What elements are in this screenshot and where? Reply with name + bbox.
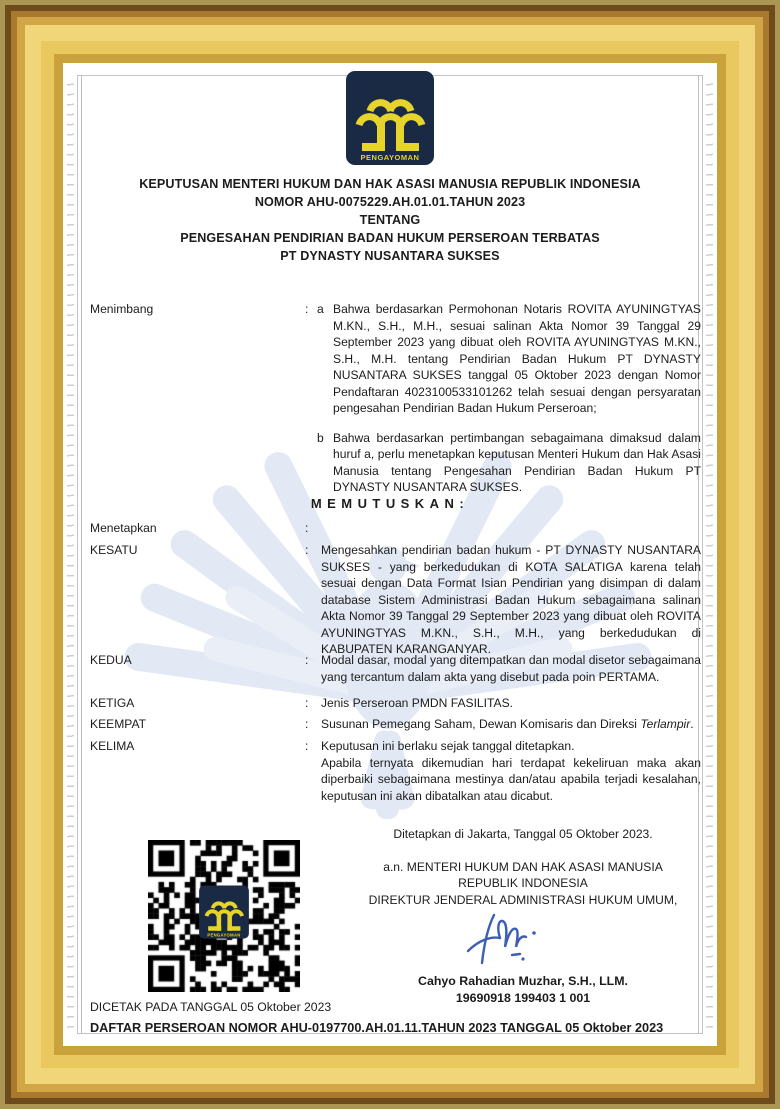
signer-nip: 19690918 199403 1 001 — [455, 991, 591, 1005]
decision-text: Mengesahkan pendirian badan hukum - PT DYNASTY NUSANTARA SUKSES - yang berkedudukan di KOTA SALATIGA karena telah sesuai dengan Data Format Isian Pendirian yang disimpan di dalam database Sistem Administrasi Badan Hukum sebagaimana salinan Akta Nomor 39 Tanggal 29 September 2023 yang dibuat oleh ROVITA AYUNINGTYAS M.KN., S.H., M.H., yang berkedudukan di KABUPATEN KARANGANYAR. — [321, 543, 701, 656]
decision-text — [321, 716, 701, 733]
decision-kesatu — [90, 542, 701, 658]
on-behalf-line-2: REPUBLIK INDONESIA — [458, 876, 588, 890]
title-line-2: NOMOR AHU-0075229.AH.01.01.TAHUN 2023 — [254, 195, 526, 209]
decision-label: KETIGA — [90, 696, 135, 710]
decision-label: KESATU — [90, 543, 138, 557]
colon: : — [305, 543, 309, 557]
colon: : — [305, 521, 309, 535]
menimbang-label: Menimbang — [90, 302, 154, 316]
decision-label: KEEMPAT — [90, 717, 146, 731]
title-line-5: PT DYNASTY NUSANTARA SUKSES — [280, 249, 500, 263]
closing-block — [348, 826, 698, 1007]
keempat-italic: Terlampir — [640, 717, 691, 731]
kelima-line-1: Keputusan ini berlaku sejak tanggal ditetapkan. — [321, 739, 575, 753]
keempat-text: Susunan Pemegang Saham, Dewan Komisaris dan Direksi — [321, 717, 641, 731]
colon: : — [305, 696, 309, 710]
signer-name: Cahyo Rahadian Muzhar, S.H., LLM. — [418, 974, 628, 988]
decision-kedua — [90, 652, 701, 685]
colon: : — [305, 302, 309, 316]
memutuskan-heading: MEMUTUSKAN: — [310, 496, 470, 511]
menetapkan-row — [90, 520, 701, 537]
menimbang-section — [90, 301, 701, 496]
item-marker-b: b — [317, 430, 324, 445]
colon: : — [305, 739, 309, 753]
document-title — [63, 175, 717, 265]
menimbang-item-b: Bahwa berdasarkan pertimbangan sebagaimana dimaksud dalam huruf a, perlu menetapkan keputusan Menteri Hukum dan Hak Asasi Manusia tentang Pengesahan Pendirian Badan Hukum PT DYNASTY NUSANTARA SUKSES. — [333, 430, 701, 494]
logo-caption: PENGAYOMAN — [207, 932, 241, 938]
item-marker-a: a — [317, 302, 324, 316]
title-line-3: TENTANG — [359, 213, 421, 227]
menetapkan-label: Menetapkan — [90, 521, 157, 535]
decision-text: Modal dasar, modal yang ditempatkan dan modal disetor sebagaimana yang tercantum dalam akta yang disebut pada poin PERTAMA. — [321, 653, 701, 684]
colon: : — [305, 653, 309, 667]
document-page — [63, 63, 717, 1046]
title-line-1: KEPUTUSAN MENTERI HUKUM DAN HAK ASASI MANUSIA REPUBLIK INDONESIA — [139, 177, 641, 191]
printed-date-line: DICETAK PADA TANGGAL 05 Oktober 2023 — [90, 1000, 332, 1014]
qr-code — [148, 840, 300, 992]
colon: : — [305, 717, 309, 731]
on-behalf-line-3: DIREKTUR JENDERAL ADMINISTRASI HUKUM UMUM, — [368, 892, 678, 907]
decision-ketiga — [90, 695, 701, 712]
ministry-logo — [346, 71, 434, 186]
decision-label: KELIMA — [90, 739, 135, 753]
logo-caption: PENGAYOMAN — [360, 153, 420, 162]
decision-text: Jenis Perseroan PMDN FASILITAS. — [321, 696, 513, 710]
place-date: Ditetapkan di Jakarta, Tanggal 05 Oktober 2023. — [393, 827, 653, 841]
decision-kelima — [90, 738, 701, 804]
keempat-period: . — [690, 717, 694, 731]
registry-number-line: DAFTAR PERSEROAN NOMOR AHU-0197700.AH.01.11.TAHUN 2023 TANGGAL 05 Oktober 2023 — [90, 1021, 664, 1035]
on-behalf-line-1: a.n. MENTERI HUKUM DAN HAK ASASI MANUSIA — [383, 859, 663, 874]
decision-label: KEDUA — [90, 653, 132, 667]
qr-center-logo — [199, 886, 249, 947]
signature-scribble — [450, 909, 560, 971]
kelima-line-2: Apabila ternyata dikemudian hari terdapat kekeliruan maka akan diperbaiki sebagaimana mestinya dan/atau apabila terjadi kesalahan, keputusan ini akan dibatalkan atau dicabut. — [321, 755, 701, 803]
decision-keempat — [90, 716, 701, 733]
menimbang-item-a: Bahwa berdasarkan Permohonan Notaris ROVITA AYUNINGTYAS M.KN., S.H., M.H., sesuai salinan Akta Nomor 39 Tanggal 29 September 2023 yang dibuat oleh ROVITA AYUNINGTYAS M.KN., S.H., M.H. tentang Pendirian Badan Hukum PT DYNASTY NUSANTARA SUKSES tanggal 05 Oktober 2023 dengan Nomor Pendaftaran 4023100533101262 telah sesuai dengan persyaratan pengesahan Pendirian Badan Hukum Perseroan; — [333, 302, 701, 415]
title-line-4: PENGESAHAN PENDIRIAN BADAN HUKUM PERSEROAN TERBATAS — [180, 231, 600, 245]
